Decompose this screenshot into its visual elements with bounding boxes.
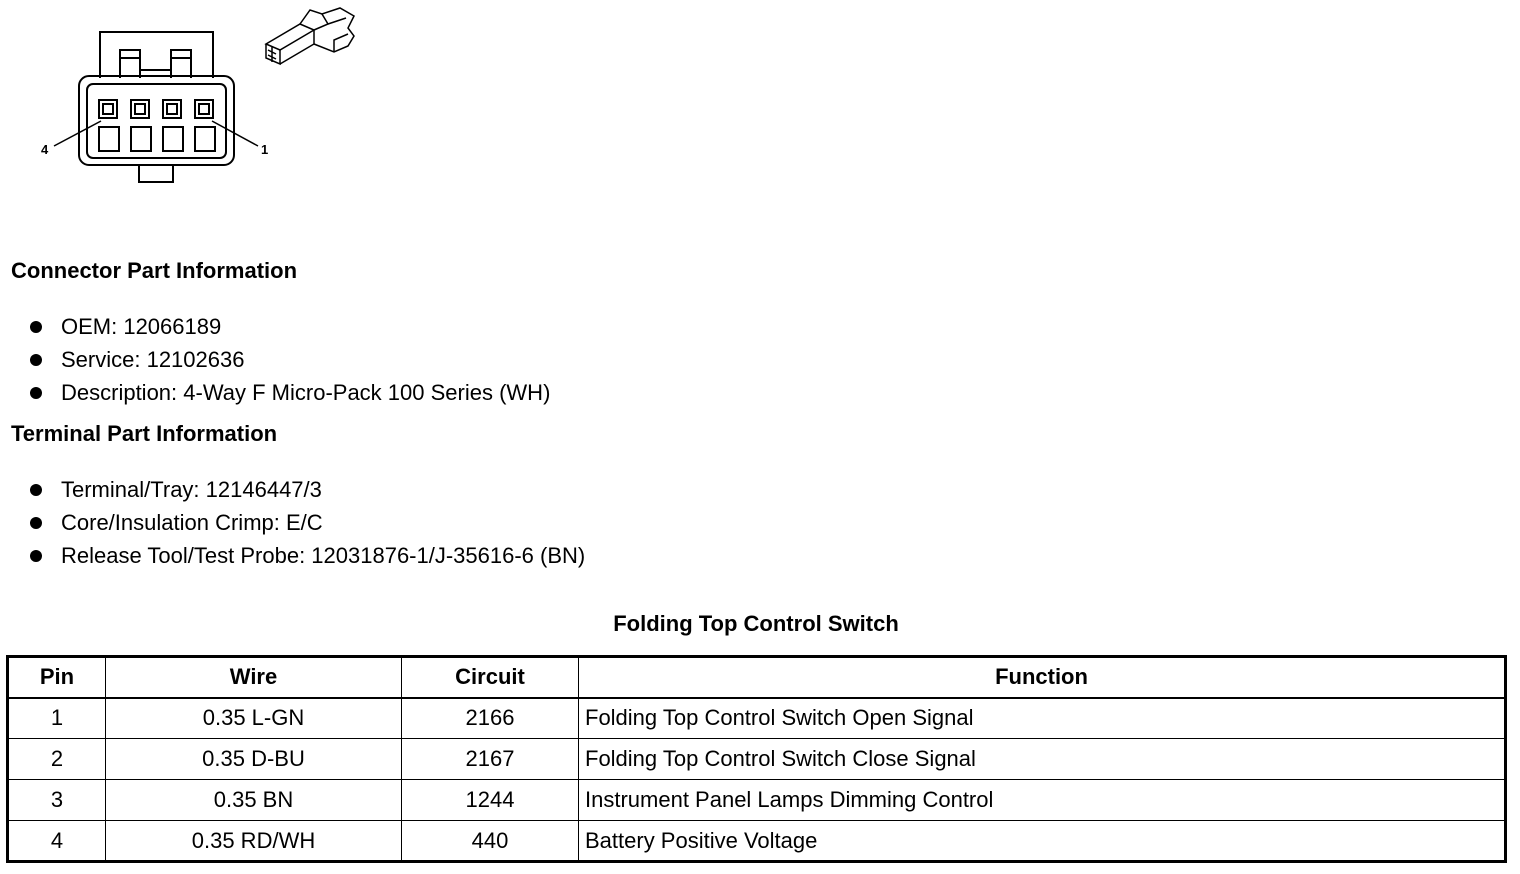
column-header-pin: Pin — [8, 657, 106, 698]
cell-circuit: 440 — [402, 821, 579, 862]
table-header-row — [8, 657, 1506, 698]
cell-wire: 0.35 RD/WH — [106, 821, 402, 862]
pinout-table — [6, 655, 1507, 863]
table-title: Folding Top Control Switch — [613, 611, 899, 636]
table-row — [8, 739, 1506, 780]
bullet-icon — [30, 321, 42, 333]
bullet-icon — [30, 517, 42, 529]
cell-pin: 4 — [8, 821, 106, 862]
cell-wire: 0.35 D-BU — [106, 739, 402, 780]
bullet-icon — [30, 484, 42, 496]
pin-label-1: 1 — [261, 142, 269, 157]
column-header-function: Function — [579, 657, 1506, 698]
cell-function: Folding Top Control Switch Close Signal — [579, 739, 1506, 780]
list-item: Release Tool/Test Probe: 12031876-1/J-35616-6 (BN) — [30, 539, 585, 572]
cell-circuit: 1244 — [402, 780, 579, 821]
cell-function: Folding Top Control Switch Open Signal — [579, 698, 1506, 739]
table-row — [8, 780, 1506, 821]
list-item: OEM: 12066189 — [30, 310, 550, 343]
list-item: Terminal/Tray: 12146447/3 — [30, 473, 585, 506]
table-row — [8, 821, 1506, 862]
pin-label-4: 4 — [41, 142, 49, 157]
table-row — [8, 698, 1506, 739]
cell-function: Instrument Panel Lamps Dimming Control — [579, 780, 1506, 821]
cell-circuit: 2166 — [402, 698, 579, 739]
terminal-info-heading: Terminal Part Information — [11, 421, 278, 446]
connector-isometric-icon — [266, 8, 354, 64]
list-item: Core/Insulation Crimp: E/C — [30, 506, 585, 539]
bullet-icon — [30, 387, 42, 399]
list-item: Service: 12102636 — [30, 343, 550, 376]
cell-circuit: 2167 — [402, 739, 579, 780]
cell-pin: 3 — [8, 780, 106, 821]
connector-diagram — [0, 0, 380, 200]
cell-function: Battery Positive Voltage — [579, 821, 1506, 862]
cell-pin: 2 — [8, 739, 106, 780]
bullet-icon — [30, 550, 42, 562]
cell-wire: 0.35 L-GN — [106, 698, 402, 739]
cell-pin: 1 — [8, 698, 106, 739]
bullet-icon — [30, 354, 42, 366]
column-header-wire: Wire — [106, 657, 402, 698]
list-item: Description: 4-Way F Micro-Pack 100 Series (WH) — [30, 376, 550, 409]
connector-info-list — [30, 310, 550, 409]
cell-wire: 0.35 BN — [106, 780, 402, 821]
terminal-info-list — [30, 473, 585, 572]
connector-info-heading: Connector Part Information — [11, 258, 298, 283]
column-header-circuit: Circuit — [402, 657, 579, 698]
